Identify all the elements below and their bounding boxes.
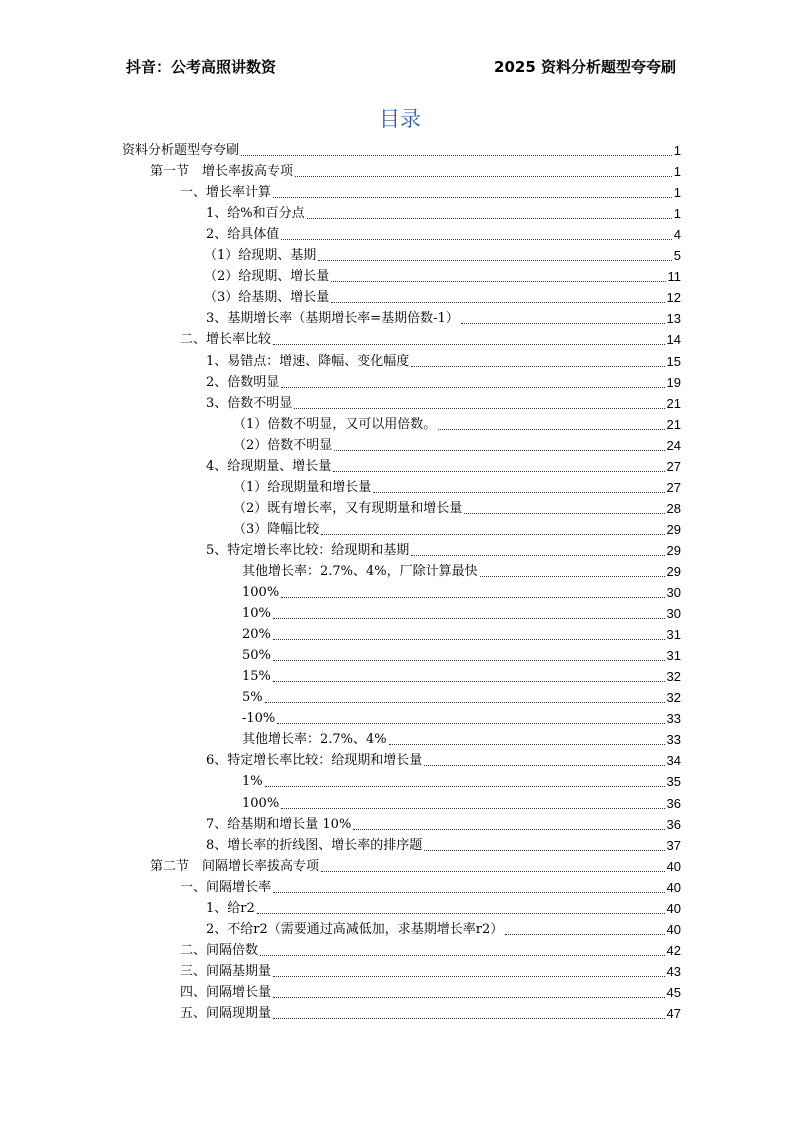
toc-entry-text: 10%: [242, 606, 271, 622]
dot-leader: [333, 471, 664, 472]
toc-entry-page-number: 12: [666, 290, 681, 306]
toc-entry[interactable]: [122, 601, 681, 622]
toc-entry[interactable]: [122, 833, 681, 854]
dot-leader: [273, 344, 665, 345]
dot-leader: [411, 555, 664, 556]
dot-leader: [353, 829, 664, 830]
toc-entry-page-number: 24: [666, 437, 681, 453]
dot-leader: [411, 366, 664, 367]
toc-entry[interactable]: [122, 917, 681, 938]
toc-entry[interactable]: [122, 264, 681, 285]
toc-entry-text: 四、间隔增长量: [180, 984, 272, 1000]
toc-entry[interactable]: [122, 370, 681, 391]
toc-entry-page-number: 40: [666, 900, 681, 916]
toc-entry-text: 4、给现期量、增长量: [206, 458, 332, 474]
toc-entry-page-number: 33: [666, 732, 681, 748]
toc-entry-page-number: 29: [666, 563, 681, 579]
toc-entry[interactable]: [122, 391, 681, 412]
dot-leader: [318, 260, 671, 261]
dot-leader: [424, 765, 664, 766]
toc-entry-text: 二、间隔倍数: [180, 942, 259, 958]
toc-entry-text: 2、倍数明显: [206, 374, 280, 390]
toc-entry-page-number: 15: [666, 353, 681, 369]
dot-leader: [505, 934, 664, 935]
toc-entry-page-number: 28: [666, 500, 681, 516]
toc-entry-page-number: 45: [666, 984, 681, 1000]
dot-leader: [273, 997, 665, 998]
toc-entry[interactable]: [122, 348, 681, 369]
toc-entry[interactable]: [122, 854, 681, 875]
toc-entry-page-number: 11: [667, 269, 681, 285]
toc-entry[interactable]: [122, 727, 681, 748]
dot-leader: [273, 681, 665, 682]
toc-entry-page-number: 31: [666, 627, 681, 643]
dot-leader: [265, 786, 665, 787]
toc-entry-page-number: 47: [666, 1005, 681, 1021]
toc-entry-text: 5、特定增长率比较：给现期和基期: [206, 542, 410, 558]
toc-entry-page-number: 32: [666, 669, 681, 685]
toc-entry-text: （1）倍数不明显，又可以用倍数。: [233, 416, 437, 432]
dot-leader: [373, 492, 664, 493]
toc-entry-page-number: 40: [666, 858, 681, 874]
dot-leader: [281, 597, 664, 598]
dot-leader: [273, 639, 665, 640]
page-header: [126, 56, 676, 78]
toc-entry-text: （1）给现期量和增长量: [233, 479, 372, 495]
toc-entry-text: 1、给%和百分点: [206, 206, 305, 222]
toc-entry-page-number: 14: [666, 332, 681, 348]
toc-entry-page-number: 43: [666, 963, 681, 979]
dot-leader: [424, 850, 664, 851]
toc-entry-text: （2）给现期、增长量: [204, 269, 330, 285]
toc-entry-text: 3、倍数不明显: [206, 395, 293, 411]
toc-entry-page-number: 34: [666, 753, 681, 769]
toc-entry-text: 第二节 间隔增长率拔高专项: [150, 858, 320, 874]
toc-entry-text: 一、增长率计算: [180, 185, 272, 201]
toc-entry-text: 其他增长率：2.7%、4%: [242, 732, 387, 748]
toc-entry-page-number: 36: [666, 816, 681, 832]
toc-entry[interactable]: [122, 643, 681, 664]
dot-leader: [321, 534, 664, 535]
dot-leader: [480, 576, 665, 577]
toc-entry-text: （3）降幅比较: [233, 521, 320, 537]
toc-entry[interactable]: [122, 454, 681, 475]
toc-entry[interactable]: [122, 285, 681, 306]
toc-entry-text: 20%: [242, 627, 271, 643]
toc-entry[interactable]: [122, 243, 681, 264]
toc-entry-page-number: 32: [666, 690, 681, 706]
toc-entry[interactable]: [122, 538, 681, 559]
toc-entry[interactable]: [122, 559, 681, 580]
header-left-text: 抖音：公考高照讲数资: [126, 58, 277, 76]
toc-entry[interactable]: [122, 412, 681, 433]
toc-entry-page-number: 42: [666, 942, 681, 958]
toc-entry[interactable]: [122, 517, 681, 538]
dot-leader: [438, 429, 664, 430]
toc-entry-text: 3、基期增长率（基期增长率=基期倍数-1）: [206, 311, 459, 327]
toc-entry-page-number: 27: [666, 479, 681, 495]
toc-entry-page-number: 31: [666, 648, 681, 664]
toc-entry[interactable]: [122, 875, 681, 896]
toc-entry-page-number: 36: [666, 795, 681, 811]
dot-leader: [273, 892, 665, 893]
toc-entry-text: 8、增长率的折线图、增长率的排序题: [206, 837, 423, 853]
dot-leader: [277, 723, 664, 724]
toc-entry[interactable]: [122, 580, 681, 601]
dot-leader: [461, 323, 665, 324]
dot-leader: [281, 808, 664, 809]
toc-entry-text: 50%: [242, 648, 271, 664]
toc-entry-text: 五、间隔现期量: [180, 1005, 272, 1021]
toc-entry-page-number: 5: [673, 248, 681, 264]
dot-leader: [294, 408, 664, 409]
toc-entry[interactable]: [122, 180, 681, 201]
toc-entry-text: 6、特定增长率比较：给现期和增长量: [206, 753, 423, 769]
dot-leader: [257, 913, 665, 914]
toc-entry-page-number: 13: [666, 311, 681, 327]
toc-entry[interactable]: [122, 769, 681, 790]
toc-entry-text: （1）给现期、基期: [204, 248, 317, 264]
toc-entry-text: 二、增长率比较: [180, 332, 272, 348]
toc-title: 目录: [379, 107, 421, 131]
toc-entry[interactable]: [122, 938, 681, 959]
header-right-text: 2025 资料分析题型夸夸刷: [494, 58, 676, 76]
dot-leader: [273, 1018, 665, 1019]
toc-entry-text: 7、给基期和增长量 10%: [206, 816, 352, 832]
dot-leader: [281, 387, 664, 388]
toc-entry-text: 1、易错点：增速、降幅、变化幅度: [206, 353, 410, 369]
dot-leader: [273, 618, 665, 619]
toc-entry-page-number: 29: [666, 521, 681, 537]
dot-leader: [334, 450, 664, 451]
toc-entry[interactable]: [122, 433, 681, 454]
toc-entry-page-number: 1: [673, 185, 681, 201]
toc-entry[interactable]: [122, 327, 681, 348]
toc-entry[interactable]: [122, 980, 681, 1001]
toc-entry-text: 1%: [242, 774, 263, 790]
toc-entry-page-number: 1: [673, 143, 681, 159]
dot-leader: [260, 955, 665, 956]
toc-entry-text: 100%: [242, 585, 280, 601]
toc-entry[interactable]: [122, 812, 681, 833]
toc-entry[interactable]: [122, 201, 681, 222]
toc-entry-page-number: 33: [666, 711, 681, 727]
toc-entry[interactable]: [122, 685, 681, 706]
toc-entry-page-number: 30: [666, 585, 681, 601]
toc-entry[interactable]: [122, 475, 681, 496]
toc-entry-page-number: 21: [666, 416, 681, 432]
toc-entry-page-number: 30: [666, 606, 681, 622]
dot-leader: [389, 744, 665, 745]
toc-entry-text: 三、间隔基期量: [180, 963, 272, 979]
toc-entry-text: 第一节 增长率拔高专项: [150, 164, 294, 180]
dot-leader: [273, 660, 665, 661]
toc-entry-page-number: 35: [666, 774, 681, 790]
table-of-contents: [122, 138, 681, 1022]
dot-leader: [321, 871, 665, 872]
toc-entry[interactable]: [122, 959, 681, 980]
toc-entry-text: 资料分析题型夸夸刷: [122, 143, 240, 159]
toc-entry[interactable]: [122, 306, 681, 327]
toc-entry-page-number: 40: [666, 879, 681, 895]
toc-entry-page-number: 40: [666, 921, 681, 937]
dot-leader: [295, 176, 672, 177]
toc-entry[interactable]: [122, 622, 681, 643]
dot-leader: [273, 976, 665, 977]
toc-entry[interactable]: [122, 222, 681, 243]
toc-entry[interactable]: [122, 748, 681, 769]
toc-entry-page-number: 37: [666, 837, 681, 853]
toc-entry[interactable]: [122, 896, 681, 917]
toc-entry-page-number: 1: [673, 206, 681, 222]
toc-entry-text: （3）给基期、增长量: [204, 290, 330, 306]
toc-entry[interactable]: [122, 706, 681, 727]
toc-entry-text: 2、不给r2（需要通过高减低加，求基期增长率r2）: [206, 921, 504, 937]
toc-entry-text: 2、给具体值: [206, 227, 280, 243]
toc-entry-page-number: 27: [666, 458, 681, 474]
toc-entry-page-number: 21: [666, 395, 681, 411]
toc-entry[interactable]: [122, 159, 681, 180]
dot-leader: [331, 281, 665, 282]
toc-entry-text: 一、间隔增长率: [180, 879, 272, 895]
toc-entry-text: （2）倍数不明显: [233, 437, 333, 453]
dot-leader: [241, 155, 672, 156]
toc-entry[interactable]: [122, 664, 681, 685]
toc-entry[interactable]: [122, 138, 681, 159]
toc-entry-page-number: 19: [666, 374, 681, 390]
dot-leader: [464, 513, 664, 514]
toc-entry[interactable]: [122, 1001, 681, 1022]
toc-entry-text: （2）既有增长率，又有现期量和增长量: [233, 500, 463, 516]
toc-entry-text: -10%: [242, 711, 276, 727]
dot-leader: [307, 218, 672, 219]
toc-entry-text: 其他增长率：2.7%、4%，厂除计算最快: [242, 563, 478, 579]
toc-entry-page-number: 4: [673, 227, 681, 243]
dot-leader: [273, 197, 672, 198]
dot-leader: [265, 702, 665, 703]
toc-entry-page-number: 29: [666, 542, 681, 558]
dot-leader: [281, 239, 671, 240]
toc-entry[interactable]: [122, 790, 681, 811]
toc-entry[interactable]: [122, 496, 681, 517]
toc-entry-page-number: 1: [673, 164, 681, 180]
toc-entry-text: 1、给r2: [206, 900, 255, 916]
toc-entry-text: 100%: [242, 795, 280, 811]
toc-entry-text: 15%: [242, 669, 271, 685]
toc-entry-text: 5%: [242, 690, 263, 706]
dot-leader: [331, 302, 664, 303]
